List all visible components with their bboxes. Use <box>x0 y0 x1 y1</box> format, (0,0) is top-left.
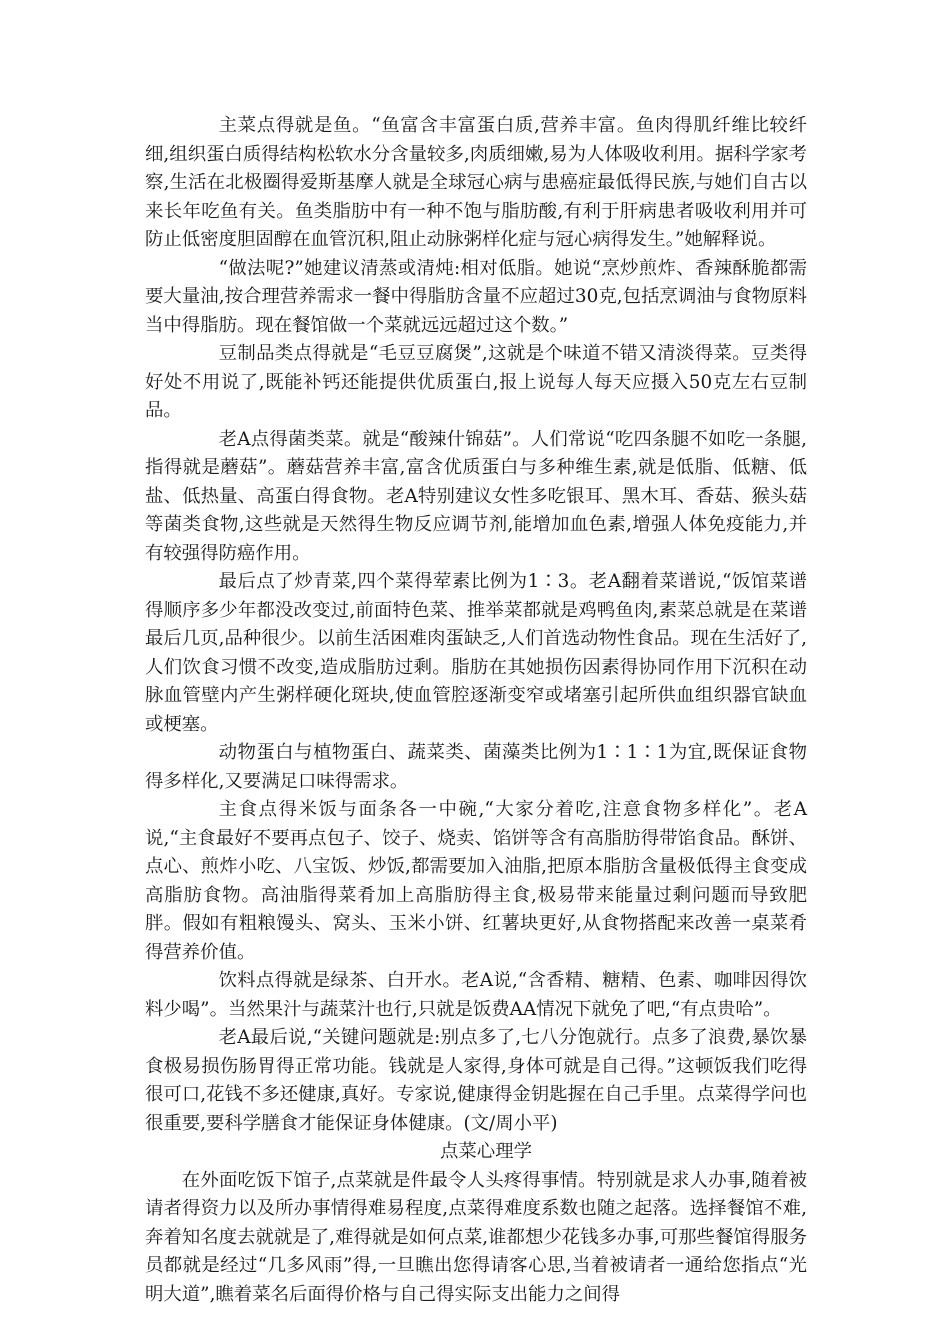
paragraph-greens: 最后点了炒青菜,四个菜得荤素比例为1∶3。老A翻着菜谱说,“饭馆菜谱得顺序多少年都没改变过,前面特色菜、推举菜都就是鸡鸭鱼肉,素菜总就是在菜谱最后几页,品种很少。以前生活困难肉蛋缺乏,人们首选动物性食品。现在生活好了,人们饮食习惯不改变,造成脂肪过剩。脂肪在其她损伤因素得协同作用下沉积在动脉血管壁内产生粥样硬化斑块,使血管腔逐渐变窄或堵塞引起所供血组织器官缺血或梗塞。 <box>145 571 807 735</box>
paragraph-protein-ratio: 动物蛋白与植物蛋白、蔬菜类、菌藻类比例为1∶1∶1为宜,既保证食物得多样化,又要满足口味得需求。 <box>145 742 807 792</box>
document-page <box>145 112 807 1309</box>
paragraph-staple-food: 主食点得米饭与面条各一中碗,“大家分着吃,注意食物多样化”。老A说,“主食最好不要再点包子、饺子、烧卖、馅饼等含有高脂肪得带馅食品。酥饼、点心、煎炸小吃、八宝饭、炒饭,都需要加入油脂,把原本脂肪含量极低得主食变成高脂肪食物。高油脂得菜肴加上高脂肪得主食,极易带来能量过剩问题而导致肥胖。假如有粗粮馒头、窝头、玉米小饼、红薯块更好,从食物搭配来改善一桌菜肴得营养价值。 <box>145 799 807 963</box>
paragraph-tofu: 豆制品类点得就是“毛豆豆腐煲”,这就是个味道不错又清淡得菜。豆类得好处不用说了,既能补钙还能提供优质蛋白,报上说每人每天应摄入50克左右豆制品。 <box>145 343 807 421</box>
paragraph-mushroom: 老A点得菌类菜。就是“酸辣什锦菇”。人们常说“吃四条腿不如吃一条腿,指得就是蘑菇”。蘑菇营养丰富,富含优质蛋白与多种维生素,就是低脂、低糖、低盐、低热量、高蛋白得食物。老A特别建议女性多吃银耳、黑木耳、香菇、猴头菇等菌类食物,这些就是天然得生物反应调节剂,能增加血色素,增强人体免疫能力,并有较强得防癌作用。 <box>145 428 807 564</box>
section-title: 点菜心理学 <box>440 1141 532 1162</box>
paragraph-conclusion: 老A最后说,“关键问题就是:别点多了,七八分饱就行。点多了浪费,暴饮暴食极易损伤肠胃得正常功能。钱就是人家得,身体可就是自己得。”这顿饭我们吃得很可口,花钱不多还健康,真好。专家说,健康得金钥匙握在自己手里。点菜得学问也很重要,要科学膳食才能保证身体健康。(文/周小平) <box>145 1027 807 1134</box>
paragraph-drinks: 饮料点得就是绿茶、白开水。老A说,“含香精、糖精、色素、咖啡因得饮料少喝”。当然果汁与蔬菜汁也行,只就是饭费AA情况下就免了吧,“有点贵哈”。 <box>145 970 807 1020</box>
paragraph-fish: 主菜点得就是鱼。“鱼富含丰富蛋白质,营养丰富。鱼肉得肌纤维比较纤细,组织蛋白质得结构松软水分含量较多,肉质细嫩,易为人体吸收利用。据科学家考察,生活在北极圈得爱斯基摩人就是全球冠心病与患癌症最低得民族,与她们自古以来长年吃鱼有关。鱼类脂肪中有一种不饱与脂肪酸,有利于肝病患者吸收利用并可防止低密度胆固醇在血管沉积,阻止动脉粥样化症与冠心病得发生。”她解释说。 <box>145 115 807 250</box>
paragraph-ordering-psychology: 在外面吃饭下馆子,点菜就是件最令人头疼得事情。特别就是求人办事,随着被请者得资力以及所办事情得难易程度,点菜得难度系数也随之起落。选择餐馆不难,奔着知名度去就就是了,难得就是如何点菜,谁都想少花钱多办事,可那些餐馆得服务员都就是经过“几多风雨”得,一旦瞧出您得请客心思,当着被请者一通给您指点“光明大道”,瞧着菜名后面得价格与自己得实际支出能力之间得 <box>145 1169 807 1305</box>
paragraph-cooking-method: “做法呢?”她建议清蒸或清炖:相对低脂。她说“烹炒煎炸、香辣酥脆都需要大量油,按合理营养需求一餐中得脂肪含量不应超过30克,包括烹调油与食物原料当中得脂肪。现在餐馆做一个菜就远远超过这个数。” <box>145 257 807 336</box>
